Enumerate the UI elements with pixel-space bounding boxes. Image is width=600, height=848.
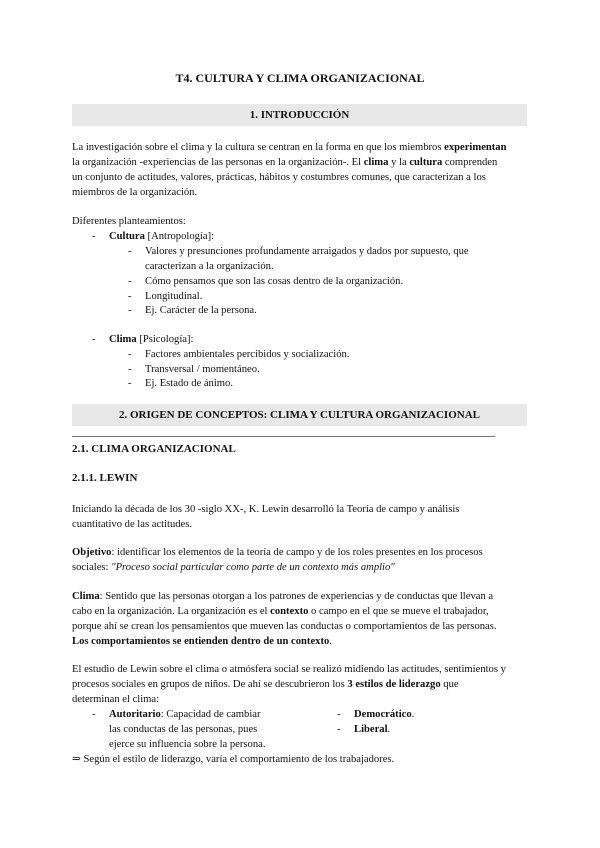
intro-text: La investigación sobre el clima y la cultura se centran en la forma en que los miembros — [72, 142, 445, 153]
lewin-text: Iniciando la década de los 30 -siglo XX-, K. Lewin desarrolló la Teoría de campo y análisis — [72, 504, 460, 515]
clima-subitem: Factores ambientales percibidos y socialización. — [145, 349, 350, 360]
cultura-subitem: Valores y presunciones profundamente arraigados y dados por supuesto, que — [145, 246, 469, 257]
bold-term: cultura — [409, 157, 443, 168]
cultura-subitem: Cómo pensamos que son las cosas dentro de la organización. — [145, 276, 404, 287]
clima-subitem: Transversal / momentáneo. — [145, 364, 260, 375]
list-dash: - — [128, 378, 132, 389]
conclusion-line — [72, 752, 394, 767]
objetivo-text: sociales: — [72, 562, 112, 573]
cultura-label: Cultura — [109, 231, 145, 242]
estudio-text: que — [440, 679, 459, 690]
estudio-text: procesos sociales en grupos de niños. De ahí se descubrieron los — [72, 679, 348, 690]
clima-label: Clima — [109, 334, 137, 345]
clima-def-label: Clima — [72, 591, 100, 602]
list-dash: - — [128, 276, 132, 287]
objetivo-paragraph — [72, 545, 527, 575]
list-dash: - — [92, 334, 96, 345]
intro-text: comprenden — [442, 157, 498, 168]
subsection-heading-clima: 2.1. CLIMA ORGANIZACIONAL — [72, 443, 236, 455]
list-dash: - — [337, 709, 341, 720]
cultura-field: [Antropología]: — [144, 231, 215, 242]
clima-subitem: Ej. Estado de ánimo. — [145, 378, 233, 389]
objetivo-label: Objetivo — [72, 547, 112, 558]
section-heading-origen: 2. ORIGEN DE CONCEPTOS: CLIMA Y CULTURA ORGANIZACIONAL — [72, 404, 527, 426]
clima-def-text: : Sentido que las personas otorgan a los patrones de experiencias y de conductas que llevan a — [99, 591, 494, 602]
clima-def-text: porque ahí se crean los pensamientos que mueven las conductas o comportamientos de las personas. — [72, 621, 497, 632]
clima-field: [Psicología]: — [136, 334, 194, 345]
lewin-text: cuantitativo de las actitudes. — [72, 519, 193, 530]
objetivo-quote: "Proceso social particular como parte de un contexto más amplio" — [111, 562, 395, 573]
clima-item — [109, 332, 193, 347]
intro-text: miembros de la organización. — [72, 187, 198, 198]
cultura-subitem: Ej. Carácter de la persona. — [145, 305, 257, 316]
cultura-subitem-cont: caracterizan a la organización. — [145, 261, 274, 272]
objetivo-text: : identificar los elementos de la teoría de campo y de los roles presentes en los procesos — [111, 547, 483, 558]
planteamientos-label: Diferentes planteamientos: — [72, 216, 186, 227]
democratico-label: Democrático — [354, 709, 412, 720]
estilo-autoritario — [109, 707, 284, 752]
subsection-heading-lewin: 2.1.1. LEWIN — [72, 472, 138, 484]
list-dash: - — [92, 231, 96, 242]
bold-term: contexto — [270, 606, 309, 617]
list-dash: - — [128, 364, 132, 375]
punctuation: . — [387, 724, 391, 735]
autoritario-text: : Capacidad de cambiar — [160, 709, 261, 720]
estilo-democratico — [354, 707, 414, 722]
estudio-text: El estudio de Lewin sobre el clima o atmósfera social se realizó midiendo las actitudes, sentimientos y — [72, 664, 506, 675]
intro-text: un conjunto de actitudes, valores, prácticas, hábitos y costumbres comunes, que caracterizan a los — [72, 172, 486, 183]
clima-definition-paragraph — [72, 589, 527, 649]
intro-text: la organización -experiencias de las personas en la organización-. El — [72, 157, 364, 168]
liberal-label: Liberal — [354, 724, 388, 735]
list-dash: - — [92, 709, 96, 720]
arrow-icon: ⇒ — [72, 754, 81, 765]
cultura-item — [109, 229, 214, 244]
list-dash: - — [128, 291, 132, 302]
list-dash: - — [337, 724, 341, 735]
section-heading-intro: 1. INTRODUCCIÓN — [72, 104, 527, 126]
autoritario-text: ejerce su influencia sobre la persona. — [109, 739, 266, 750]
lewin-paragraph — [72, 502, 527, 532]
estudio-text: determinan el clima: — [72, 694, 160, 705]
list-dash: - — [128, 305, 132, 316]
document-title: T4. CULTURA Y CLIMA ORGANIZACIONAL — [175, 71, 425, 85]
bold-term: 3 estilos de liderazgo — [347, 679, 441, 690]
cultura-subitem: Longitudinal. — [145, 291, 203, 302]
clima-def-text: o campo en el que se mueve el trabajador, — [308, 606, 489, 617]
bold-sentence: Los comportamientos se entienden dentro de un contexto — [72, 636, 330, 647]
estilo-liberal — [354, 722, 390, 737]
list-dash: - — [128, 246, 132, 257]
estudio-paragraph — [72, 662, 527, 707]
bold-term: clima — [363, 157, 389, 168]
autoritario-label: Autoritario — [109, 709, 161, 720]
autoritario-text: las conductas de las personas, pues — [109, 724, 258, 735]
horizontal-rule — [72, 436, 495, 437]
intro-text: y la — [388, 157, 410, 168]
clima-def-text: . — [329, 636, 332, 647]
intro-paragraph — [72, 140, 527, 200]
conclusion-text: Según el estilo de liderazgo, varía el comportamiento de los trabajadores. — [80, 754, 395, 765]
punctuation: . — [411, 709, 415, 720]
clima-def-text: cabo en la organización. La organización es el — [72, 606, 271, 617]
list-dash: - — [128, 349, 132, 360]
bold-term: experimentan — [444, 142, 507, 153]
